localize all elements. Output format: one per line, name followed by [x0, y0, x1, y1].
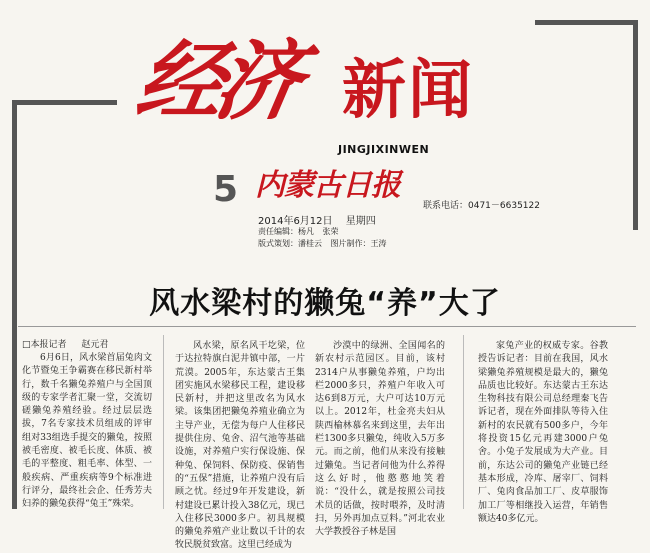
layout-credit — [258, 238, 488, 250]
page-number: 5 — [213, 169, 239, 210]
column-divider — [163, 335, 164, 509]
issue-date-line — [258, 212, 386, 227]
article-byline — [22, 337, 120, 350]
issue-date: 2014年6月12日 — [258, 216, 333, 227]
frame-bracket-left-top — [12, 100, 117, 105]
article-paragraph: 沙漠中的绿洲、全国闻名的新农村示范园区。目前，该村2314户从事獭兔养殖，户均出栏2000多只，养殖户年收入可达6到8万元，大户可达10万元以上。2012年，杜金亮夫妇从陕西榆林慕名来到这里，去年出栏1300多只獭兔，纯收入5万多元。而之前，他们从来没有接触过獭兔。当记者问他为什么养得这么好时，他憨憨地笑着说：“没什么，就是按照公司技术员的话做，按时喂养，及时清扫，另外再加点豆料。”河北农业大学教授谷子林是国 — [315, 341, 445, 538]
article-column-2 — [175, 340, 305, 551]
editor-name-2: 张荣 — [322, 227, 339, 236]
masthead-title-block: 新闻 — [342, 54, 474, 128]
article-paragraph: 风水梁，原名风干圪梁，位于达拉特旗白泥井镇中部，一片荒漠。2005年，东达蒙古王集团实施风水梁移民工程，建设移民新村，并把这里改名为风水梁。该集团把獭兔养殖业确立为主导产业，无偿为每户人住移民提供住房、兔舍、沼气池等基础设施，对养殖户实行保设施、保种兔、保饲料、保防疫、保销售的“五保”措施，让养殖户没有后顾之忧。经过9年开发建设，新村建设已累计投入38亿元，现已入住移民3000多户。初具规模的獭兔养殖产业让数以千计的农牧民脱贫致富。这里已经成为 — [175, 341, 305, 551]
issue-weekday: 星期四 — [345, 216, 376, 227]
photo-producer: 图片制作：王涛 — [330, 239, 387, 248]
article-column-3 — [315, 340, 445, 538]
article-paragraph: 家兔产业的权威专家。谷教授告诉记者：目前在我国，风水梁獭兔养殖规模是最大的，獭兔品质也比较好。东达蒙古王东达生物科技有限公司总经理秦飞告诉记者，现在外面排队等待入住新村的农民就有500多户，今年将投资15亿元再建3000户兔舍。小兔子发展成为大产业。目前，东达公司的獭兔产业链已经基本形成，冷库、屠宰厂、饲料厂、兔肉食品加工厂、皮草服饰加工厂等相继投入运营，年销售额达40多亿元。 — [478, 341, 608, 524]
byline-author: 赵元君 — [81, 340, 109, 350]
article-column-1 — [22, 352, 152, 509]
article-headline: 风水梁村的獭兔“养”大了 — [149, 286, 501, 321]
article-column-4 — [478, 340, 608, 524]
layout-designer: 版式策划：潘桂云 — [258, 239, 322, 248]
masthead-title-script: 经济 — [129, 31, 303, 132]
paper-name-logo: 内蒙古日报 — [255, 168, 400, 203]
staff-credits — [258, 226, 488, 250]
masthead-pinyin: JINGJIXINWEN — [338, 143, 430, 156]
headline-divider — [18, 326, 636, 327]
frame-bracket-right-top — [535, 20, 638, 25]
editor-name-1: 责任编辑：杨凡 — [258, 227, 314, 236]
article-paragraph: 6月6日，风水梁首届兔肉文化节暨兔王争霸赛在移民新村举行，数千名獭兔养殖户与全国顶级的专家学者汇聚一堂，交流切磋獭兔养殖经验。经过层层选拔，7名专家技术员组成的评审组对33组选手提交的獭兔，按照被毛密度、被毛长度、体质、被毛的平整度、粗毛率、体型、一般疾病、严重疾病等9个标准进行评分，最终社会企、任秀芳夫妇养的獭兔获得“兔王”殊荣。 — [22, 353, 152, 510]
frame-bracket-right — [633, 20, 638, 230]
byline-label: □本报记者 — [22, 340, 67, 350]
editor-credit — [258, 226, 488, 238]
hotline: 联系电话：0471－6635122 — [423, 201, 540, 211]
column-divider — [463, 335, 464, 509]
